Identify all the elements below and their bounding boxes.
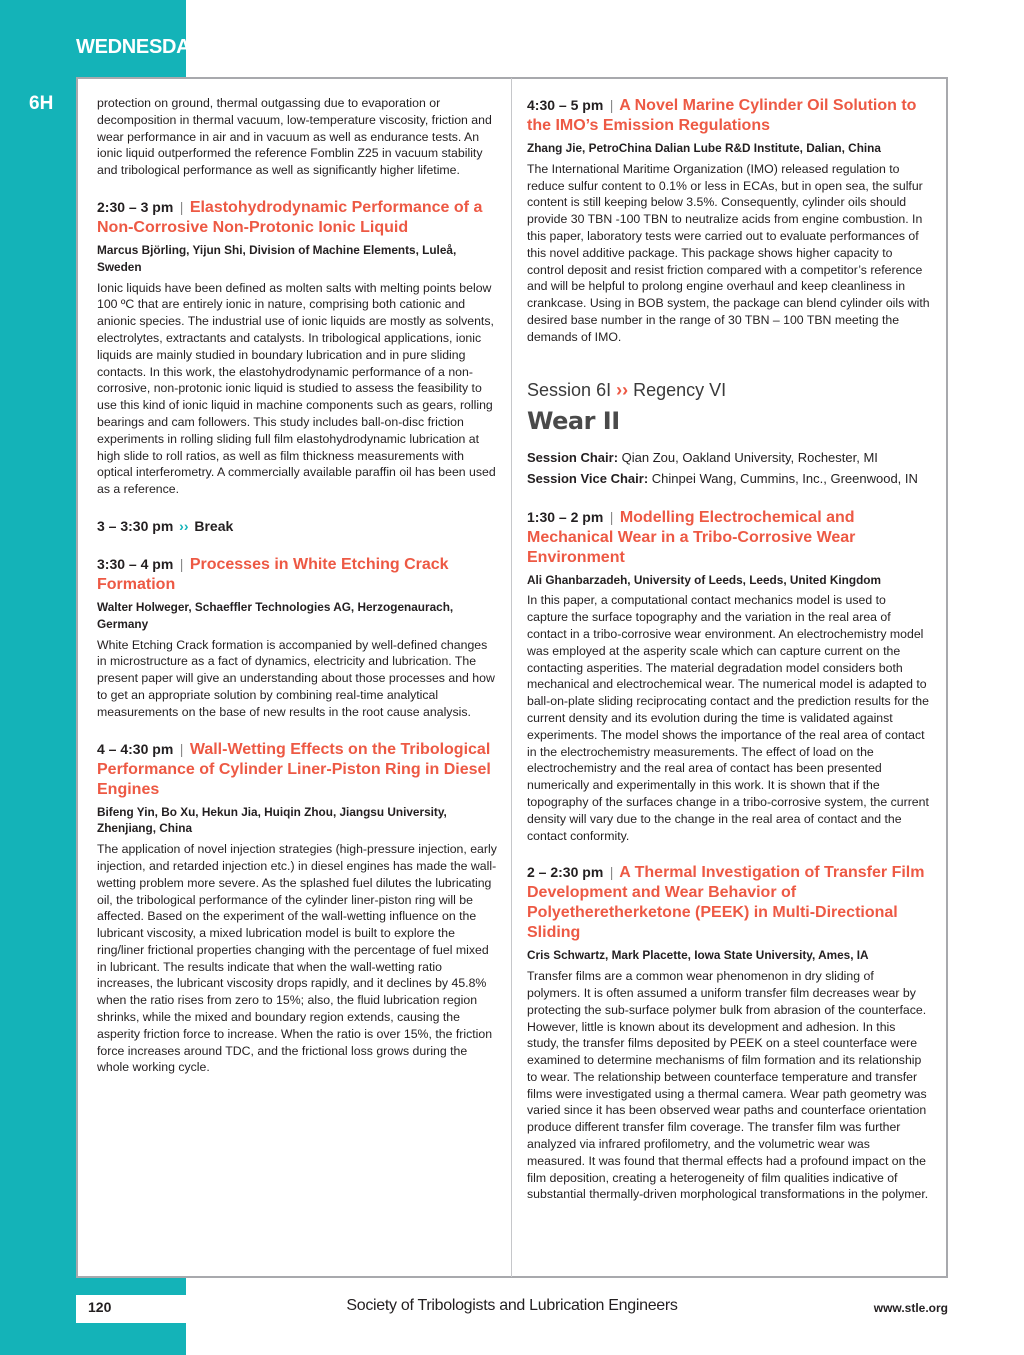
talk-time: 2:30 – 3 pm <box>97 198 174 215</box>
talk-abstract: Ionic liquids have been defined as molten salts with melting points below 100 ºC that are entirely ionic in nature, comprising both cationic and anionic species. The industrial use of ionic liquids are mostly as solvents, electrolytes, extractants and catalysts. In tribological applications, ionic liquids are mainly studied in boundary lubrication and in pure sliding contacts. In this work, the elastohydrodynamic performance of a non-corrosive, non-protonic ionic liquid is studied to assess the feasibility to use this kind of ionic liquid in machine components such as gears, rolling bearings and cam followers. This study includes ball-on-disc friction experiments in rolling sliding full film elastohydrodynamic lubrication at high slide to roll ratios, as well as film thickness measurements with optical interferometry. A commercially available paraffin oil has been used as a reference. <box>97 280 496 497</box>
right-column <box>527 95 930 1221</box>
talk-entry <box>527 95 930 346</box>
talk-heading <box>527 862 930 943</box>
talk-title: Modelling Electrochemical and Mechanical Wear in a Tribo-Corrosive Wear Environment <box>527 508 856 566</box>
separator: | <box>609 864 614 881</box>
talk-abstract: Transfer films are a common wear phenomenon in dry sliding of polymers. It is often assumed a uniform transfer film decreases wear by protecting the sub-surface polymer bulk from abrasion of the counterface. However, little is known about its development and adhesion. In this study, the transfer films deposited by PEEK on a steel counterface were examined to determine mechanisms of film formation and its relationship to wear. The relationship between counterface temperature and transfer films were investigated using a thermal camera. Wear path geometry was varied since it has been observed wear paths and counterface orientation produce different transfer film coverage. The transfer film was further analyzed via infrared profilometry, and the volumetric wear was measured. It was found that thermal effects had a profound impact on the film deposition, creating a heterogeneity of film qualities indicative of substantial thermally-driven morphological transformations in the polymer. <box>527 969 929 1202</box>
talk-time: 1:30 – 2 pm <box>527 508 604 525</box>
talk-heading <box>97 197 497 238</box>
talk-authors: Ali Ghanbarzadeh, University of Leeds, Leeds, United Kingdom <box>527 572 881 587</box>
session-name: Wear II <box>527 406 620 435</box>
talk-entry <box>97 197 497 498</box>
talk-title: Processes in White Etching Crack Formation <box>97 555 449 593</box>
vice-chair-name: Chinpei Wang, Cummins, Inc., Greenwood, IN <box>651 470 918 486</box>
session-vice-chair <box>527 470 930 487</box>
talk-title: A Novel Marine Cylinder Oil Solution to the IMO’s Emission Regulations <box>527 97 917 134</box>
break-time: 3 – 3:30 pm <box>97 517 174 534</box>
continued-abstract <box>97 95 497 179</box>
session-code: 6I <box>596 379 612 400</box>
talk-abstract: In this paper, a computational contact mechanics model is used to capture the surface topography and the variation in the real area of contact in a tribo-corrosive wear environment. An electrochemistry model was employed at the asperity scale which can capture current on the contacting asperities. The material degradation model considers both mechanical and electrochemical wear. The numerical model is adapted to ball-on-plate sliding reciprocating contact and the prediction results for the current density and its evolution during the time is validated against experiments. The model shows the importance of the real area of contact in the electrochemistry measurements. The effect of load on the electrochemistry and the real area of contact has been presented numerically and experimentally in this work. It is shown that if the topography of the surfaces change in a tribo-corrosive system, the current density will vary due to the change in the real area of contact and the contact conformity. <box>527 593 929 843</box>
session-chair <box>527 449 930 466</box>
talk-heading <box>527 95 930 136</box>
separator: | <box>179 198 184 215</box>
talk-entry <box>97 739 497 1077</box>
double-chevron-icon: ›› <box>616 379 629 400</box>
chair-name: Qian Zou, Oakland University, Rochester, MI <box>621 449 878 465</box>
vice-chair-label: Session Vice Chair: <box>527 470 649 486</box>
talk-authors: Marcus Björling, Yijun Shi, Division of Machine Elements, Luleå, Sweden <box>97 242 457 274</box>
abstract-text: protection on ground, thermal outgassing due to evaporation or decomposition in thermal vacuum, low-temperature viscosity, friction and wear performance in air and in vacuum as well as endurance tests. An ionic liquid outperformed the reference Fomblin Z25 in vacuum stability and tribological performance as well as significantly higher lifetime. <box>97 96 492 178</box>
chair-label: Session Chair: <box>527 449 619 465</box>
talk-entry <box>527 507 930 845</box>
talk-time: 3:30 – 4 pm <box>97 555 174 572</box>
section-tab: 6H <box>29 93 54 114</box>
separator: | <box>609 508 614 525</box>
talk-heading <box>97 739 497 800</box>
left-column <box>97 95 497 1094</box>
page-number: 120 <box>88 1299 112 1315</box>
talk-authors: Walter Holweger, Schaeffler Technologies AG, Herzogenaurach, Germany <box>97 599 454 631</box>
talk-title: Elastohydrodynamic Performance of a Non-Corrosive Non-Protonic Ionic Liquid <box>97 198 483 236</box>
separator: | <box>179 740 184 757</box>
day-label: WEDNESDAY <box>76 36 202 58</box>
separator: | <box>609 97 614 113</box>
session-label: Session <box>527 379 592 400</box>
session-chairs <box>527 449 930 487</box>
break-heading <box>97 516 497 536</box>
talk-heading <box>527 507 930 568</box>
double-chevron-icon: ›› <box>179 517 189 534</box>
session-room: Regency VI <box>633 379 727 400</box>
column-divider <box>511 78 512 1277</box>
talk-authors: Cris Schwartz, Mark Placette, Iowa State University, Ames, IA <box>527 948 869 963</box>
footer-org: Society of Tribologists and Lubrication Engineers <box>346 1297 678 1314</box>
talk-title: A Thermal Investigation of Transfer Film Development and Wear Behavior of Polyetheretherketone (PEEK) in Multi-Directional Sliding <box>527 864 925 942</box>
talk-abstract: The application of novel injection strategies (high-pressure injection, early injection, and retarded injection etc.) in diesel engines has made the wall-wetting problem more severe. As the splashed fuel dilutes the lubricating oil, the tribological performance of the cylinder liner-piston ring will be affected. Based on the experiment of the wall-wetting influence on the lubricant viscosity, a mixed lubrication model is built to explore the ring/liner frictional properties changing with the percentage of fuel mixed in lubricant. The results indicate that when the wall-wetting ratio increases, the lubricant viscosity drops rapidly, and it declines by 45.8% when the ratio rises from zero to 15%; also, the fluid lubrication region shrinks, while the mixed and boundary region extends, causing the asperity friction force to increase. When the ratio is over 15%, the friction force increases around TDC, and the frictional loss grows during the whole working cycle. <box>97 842 497 1075</box>
talk-time: 4 – 4:30 pm <box>97 740 174 757</box>
talk-authors: Bifeng Yin, Bo Xu, Hekun Jia, Huiqin Zhou, Jiangsu University, Zhenjiang, China <box>97 804 447 836</box>
talk-entry <box>97 554 497 721</box>
footer-url: www.stle.org <box>873 1301 948 1315</box>
talk-time: 4:30 – 5 pm <box>527 97 604 113</box>
talk-time: 2 – 2:30 pm <box>527 864 604 881</box>
talk-abstract: The International Maritime Organization (IMO) released regulation to reduce sulfur content to 0.1% or less in ECAs, but in open sea, the sulfur content is still keeping below 3.5%. Consequently, cylinder oils should provide 30 TBN -100 TBN to neutralize acids from engine combustion. In this paper, laboratory tests were carried out to evaluate performances of this novel additive package. This package shows higher capacity to control deposit and resist friction compared with a competitor’s reference and will be helpful to prolong engine overhaul and keep cleanliness in crankcase. Using in BOB system, the package can blend cylinder oils with desired base number in the range of 30 TBN – 100 TBN meeting the demands of IMO. <box>527 161 930 344</box>
session-header <box>527 380 930 401</box>
talk-heading <box>97 554 497 595</box>
separator: | <box>179 555 184 572</box>
talk-title: Wall-Wetting Effects on the Tribological Performance of Cylinder Liner-Piston Ring in Diesel Engines <box>97 740 491 798</box>
talk-authors: Zhang Jie, PetroChina Dalian Lube R&D Institute, Dalian, China <box>527 141 881 155</box>
break-label: Break <box>194 517 234 534</box>
talk-abstract: White Etching Crack formation is accompanied by well-defined changes in microstructure as a fact of dynamics, electricity and lubrication. The present paper will give an understanding about those processes and how to get an appropriate solution by combining real-time analytical measurements on the base of new results in the root cause analysis. <box>97 637 495 719</box>
talk-entry <box>527 862 930 1203</box>
